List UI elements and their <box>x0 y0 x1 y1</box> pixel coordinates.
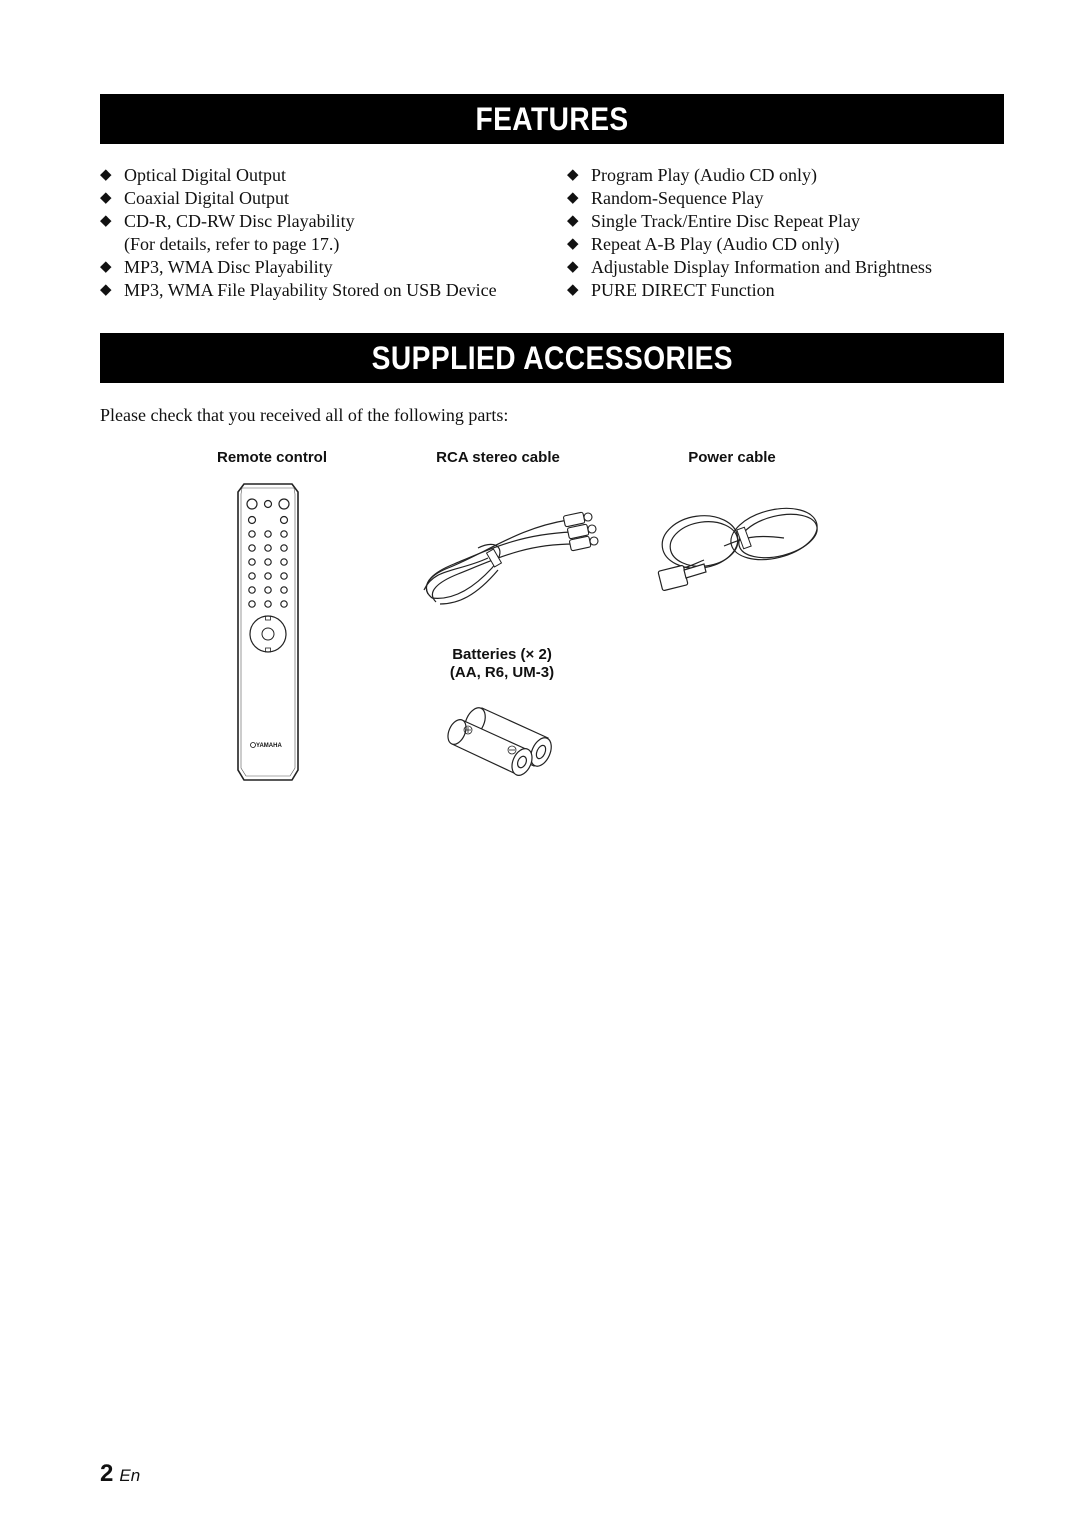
power-cable-illustration <box>654 498 824 596</box>
feature-item <box>100 279 497 302</box>
diamond-bullet-icon: ◆ <box>100 282 112 298</box>
accessories-heading-text: SUPPLIED ACCESSORIES <box>371 340 733 376</box>
feature-text: Coaxial Digital Output <box>124 188 289 208</box>
remote-button <box>249 517 256 524</box>
feature-text: MP3, WMA Disc Playability <box>124 257 333 277</box>
remote-button <box>249 559 255 565</box>
batteries-illustration <box>452 702 560 776</box>
remote-button <box>265 501 272 508</box>
batteries-label-line2: (AA, R6, UM-3) <box>449 664 555 681</box>
batteries-label <box>382 646 622 682</box>
remote-button <box>281 517 288 524</box>
batteries-label-line1: Batteries (× 2) <box>452 646 552 663</box>
feature-text: MP3, WMA File Playability Stored on USB Device <box>124 280 497 300</box>
remote-button <box>249 601 255 607</box>
feature-text: PURE DIRECT Function <box>591 280 775 300</box>
diamond-bullet-icon: ◆ <box>567 282 579 298</box>
feature-item <box>100 187 497 210</box>
diamond-bullet-icon: ◆ <box>567 213 579 229</box>
remote-button <box>265 545 271 551</box>
accessories-heading <box>100 333 1004 383</box>
feature-text: Program Play (Audio CD only) <box>591 165 817 185</box>
remote-button <box>265 573 271 579</box>
remote-button <box>249 531 255 537</box>
remote-button <box>281 601 287 607</box>
diamond-bullet-icon: ◆ <box>100 259 112 275</box>
remote-brand-logo: YAMAHA <box>256 743 282 749</box>
feature-text: Random-Sequence Play <box>591 188 764 208</box>
feature-item <box>100 164 497 187</box>
remote-button <box>265 587 271 593</box>
remote-button <box>281 545 287 551</box>
rca-cable-label: RCA stereo cable <box>436 449 560 466</box>
diamond-bullet-icon: ◆ <box>100 213 112 229</box>
feature-item <box>567 210 932 233</box>
feature-subtext: (For details, refer to page 17.) <box>124 234 340 254</box>
remote-button <box>265 559 271 565</box>
diamond-bullet-icon: ◆ <box>567 236 579 252</box>
diamond-bullet-icon: ◆ <box>567 167 579 183</box>
remote-button <box>281 587 287 593</box>
feature-item <box>100 256 497 279</box>
features-heading-text: FEATURES <box>475 101 629 137</box>
feature-text: Adjustable Display Information and Brightness <box>591 257 932 277</box>
diamond-bullet-icon: ◆ <box>567 259 579 275</box>
remote-button <box>281 559 287 565</box>
page-footer <box>100 1460 140 1488</box>
feature-text: Repeat A-B Play (Audio CD only) <box>591 234 840 254</box>
feature-item <box>567 187 932 210</box>
feature-text: CD-R, CD-RW Disc Playability <box>124 211 355 231</box>
diamond-bullet-icon: ◆ <box>100 190 112 206</box>
remote-button <box>265 601 271 607</box>
remote-button <box>281 573 287 579</box>
features-list-left <box>100 164 497 302</box>
feature-item <box>567 256 932 279</box>
remote-button <box>279 499 289 509</box>
feature-item <box>100 210 497 256</box>
page-language: En <box>119 1466 141 1485</box>
features-list-right <box>567 164 932 302</box>
features-heading <box>100 94 1004 144</box>
feature-text: Single Track/Entire Disc Repeat Play <box>591 211 860 231</box>
feature-item <box>567 164 932 187</box>
remote-control-illustration <box>236 482 300 782</box>
diamond-bullet-icon: ◆ <box>100 167 112 183</box>
remote-button <box>281 531 287 537</box>
remote-button <box>249 573 255 579</box>
feature-text: Optical Digital Output <box>124 165 286 185</box>
accessories-intro: Please check that you received all of the following parts: <box>100 405 509 425</box>
remote-button <box>247 499 257 509</box>
power-cable-label: Power cable <box>688 449 776 466</box>
remote-control-label: Remote control <box>216 449 327 466</box>
remote-button <box>249 587 255 593</box>
feature-item <box>567 233 932 256</box>
page-number: 2 <box>100 1460 114 1487</box>
feature-item <box>567 279 932 302</box>
remote-button <box>265 531 271 537</box>
remote-button <box>249 545 255 551</box>
rca-cable-illustration <box>418 498 598 608</box>
diamond-bullet-icon: ◆ <box>567 190 579 206</box>
